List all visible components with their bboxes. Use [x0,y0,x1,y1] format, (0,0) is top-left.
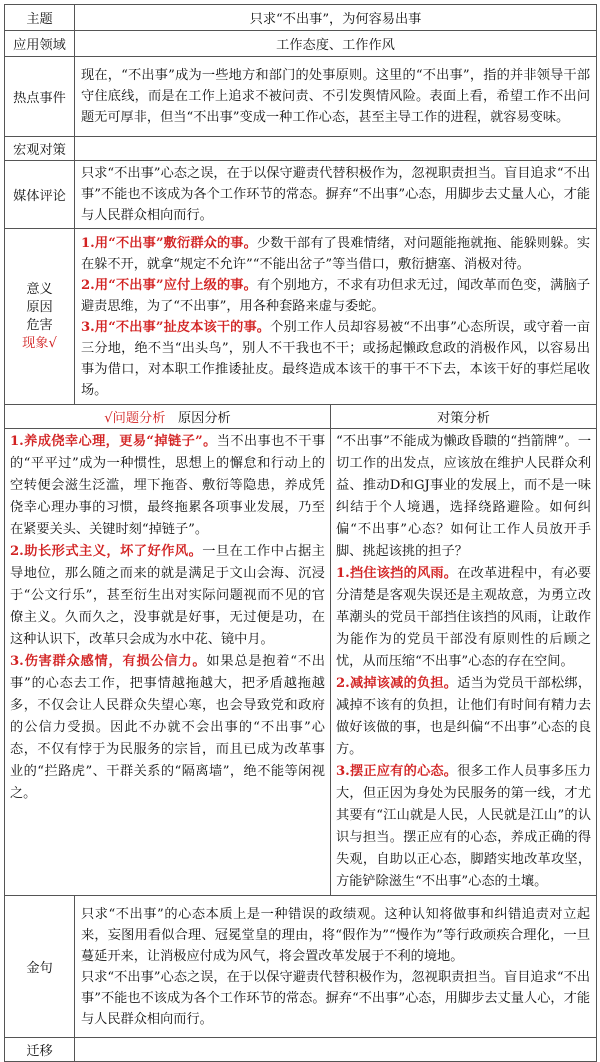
topic-table [4,4,597,1062]
row-analysis-body [5,429,597,896]
countermeasure-item-head: 3.摆正应有的心态。 [336,764,458,779]
row-hot-event [5,57,597,137]
countermeasure-item-body: 很多工作人员事多压力大，但正因为身处为民服务的第一线，才尤其要有“江山就是人民，人民就是江山”的认识与担当。摆正应有的心态，养成正确的得失观，自助以正心态，脚踏实地改革攻坚，方能铲除滋生“不出事”心态的土壤。 [336,764,592,889]
cause-item-head: 2.助长形式主义，坏了好作风。 [10,544,203,559]
golden-paragraph: 只求“不出事”的心态本质上是一种错误的政绩观。这种认知将做事和纠错追责对立起来，妄图用看似合理、冠冕堂皇的理由，将“假作为”“慢作为”等行政顽疾合理化，一旦蔓延开来，让消极应付成为风气，将会置改革发展于不利的境地。 [81,906,591,964]
cause-analysis-title: 原因分析 [177,411,231,426]
row-media [5,161,597,229]
topic-value: 只求“不出事”，为何容易出事 [75,5,597,31]
analysis-left-header [5,405,331,429]
hot-event-label: 热点事件 [5,57,75,137]
row-transfer [5,1038,597,1062]
cause-analysis-column [5,429,331,896]
label-harm: 危害 [26,317,53,333]
problem-analysis-mark: √问题分析 [104,411,166,426]
cause-item-body: 当不出事也不干事的“平平过”成为一种惯性，思想上的懈怠和行动上的空转便会滋生泛滥，埋下拖沓、敷衍等隐患，养成凭侥幸心理办事的习惯，最终拖累各项事业发展，乃至在紧要关头、关键时刻“掉链子”。 [10,434,326,537]
row-domain [5,31,597,57]
domain-label: 应用领域 [5,31,75,57]
meaning-item-body: 有个别地方，不求有功但求无过，闻改革而色变，满脑子避责思维，为了“不出事”，用各种套路来虚与委蛇。 [81,277,591,314]
topic-label: 主题 [5,5,75,31]
meaning-item [81,275,590,317]
row-topic [5,5,597,31]
countermeasure-item-body: 在改革进程中，有必要分清楚是客观失误还是主观故意，为勇立改革潮头的党员干部挡住该挡的风雨，让敢作为能作为的党员干部没有原则性的后顾之忧，从而压缩“不出事”心态的存在空间。 [336,566,592,669]
meaning-item-body: 个别工作人员却容易被“不出事”心态所误，或守着一亩三分地，绝不当“出头鸟”，别人不干我也不干；或扬起懒政怠政的消极作风，以容易出事为借口，对本职工作推诿扯皮。最终造成本该干的事干不下去，本该干好的事烂尾收场。 [81,319,591,398]
domain-value: 工作态度、工作作风 [75,31,597,57]
meaning-item [81,317,590,401]
meaning-item-head: 1.用“不出事”敷衍群众的事。 [81,235,257,251]
countermeasure-item-head: 2.减掉该减的负担。 [336,676,458,691]
media-text: 只求“不出事”心态之误，在于以保守避责代替积极作为，忽视职责担当。盲目追求“不出事”不能也不该成为各个工作环节的常态。摒弃“不出事”心态，用脚步去丈量人心，才能与人民群众相向而行。 [75,161,597,229]
label-meaning: 意义 [26,281,53,297]
label-phenomenon: 现象√ [22,335,57,351]
row-analysis-header [5,405,597,429]
hot-event-text: 现在，“不出事”成为一些地方和部门的处事原则。这里的“不出事”，指的并非领导干部守住底线，而是在工作上追求不被问责、不引发舆情风险。表面上看，希望工作不出问题无可厚非，但当“不出事”变成一种工作心态，甚至主导工作的进程，就容易变味。 [75,57,597,137]
macro-label: 宏观对策 [5,137,75,161]
countermeasure-item-body: 适当为党员干部松绑，减掉不该有的负担，让他们有时间有精力去做好该做的事，也是纠偏“不出事”心态的良方。 [336,676,592,757]
cause-item-head: 1.养成侥幸心理，更易“掉链子”。 [10,434,217,449]
row-golden [5,896,597,1038]
media-label: 媒体评论 [5,161,75,229]
countermeasure-column [331,429,597,896]
meaning-labels [5,229,75,405]
golden-text [75,896,597,1038]
meaning-item [81,233,590,275]
golden-label: 金句 [5,896,75,1038]
cause-item-head: 3.伤害群众感情，有损公信力。 [10,654,207,669]
label-cause: 原因 [26,299,53,315]
row-macro [5,137,597,161]
cause-item-body: 一旦在工作中占据主导地位，那么随之而来的就是满足于文山会海、沉浸于“公文行乐”，甚至衍生出对实际问题视而不见的官僚主义。久而久之，没事就是好事，无过便是功，在这种认识下，改革只会成为水中花、镜中月。 [10,544,325,647]
meaning-text [75,229,597,405]
meaning-item-head: 2.用“不出事”应付上级的事。 [81,277,257,293]
row-meaning [5,229,597,405]
meaning-item-head: 3.用“不出事”扯皮本该干的事。 [81,319,271,335]
golden-paragraph: 只求“不出事”心态之误，在于以保守避责代替积极作为，忽视职责担当。盲目追求“不出事”不能也不该成为各个工作环节的常态。摒弃“不出事”心态，用脚步去丈量人心，才能与人民群众相向而行。 [81,969,591,1027]
meaning-item-body: 少数干部有了畏难情绪，对问题能拖就拖、能躲则躲。实在躲不开，就拿“规定不允许”“不能出岔子”等当借口，敷衍搪塞、消极对待。 [81,235,591,272]
macro-text [75,137,597,161]
countermeasure-intro: “不出事”不能成为懒政昏聩的“挡箭牌”。一切工作的出发点，应该放在维护人民群众利益、推动D和GJ事业的发展上，而不是一味纠结于个人境遇，选择绕路避险。如何纠偏“不出事”心态？如何让工作人员放开手脚、挑起该挑的担子？ [336,434,592,559]
cause-item-body: 如果总是抱着“不出事”的心态去工作，把事情越拖越大，把矛盾越拖越多，不仅会让人民群众失望心寒，也会导致党和政府的公信力受损。因此不办就不会出事的“不出事”心态，不仅有悖于为民服务的宗旨，而且已成为改革事业的“拦路虎”、干群关系的“隔离墙”，绝不能等闲视之。 [10,654,325,801]
analysis-right-header: 对策分析 [331,405,597,429]
countermeasure-item-head: 1.挡住该挡的风雨。 [336,566,458,581]
transfer-text [75,1038,597,1062]
transfer-label: 迁移 [5,1038,75,1062]
